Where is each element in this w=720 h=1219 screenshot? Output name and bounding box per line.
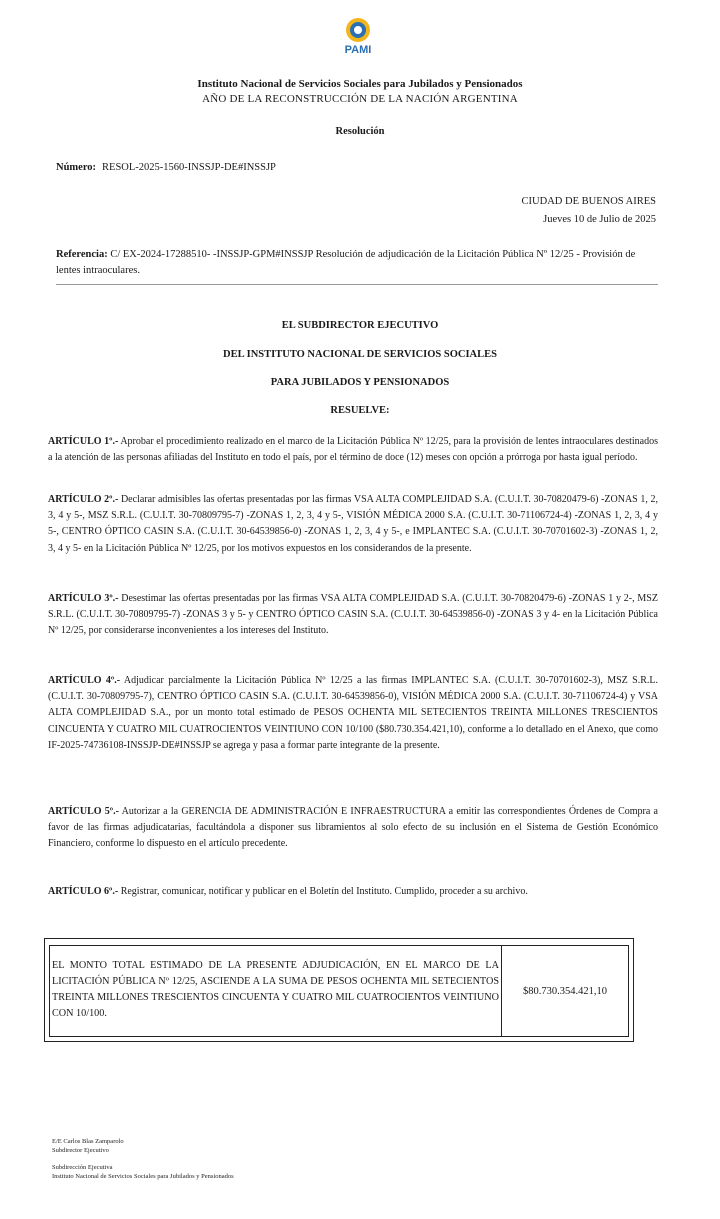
summary-table <box>44 938 634 1042</box>
article-label: ARTÍCULO 4º.- <box>48 675 121 686</box>
heading-resuelve: RESUELVE: <box>330 405 390 416</box>
signer-office: Subdirección Ejecutiva <box>52 1164 113 1171</box>
summary-amount-cell <box>502 946 628 1036</box>
article-3 <box>48 591 658 640</box>
signer-institution: Instituto Nacional de Servicios Sociales para Jubilados y Pensionados <box>52 1173 234 1180</box>
article-text: Registrar, comunicar, notificar y publicar en el Boletín del Instituto. Cumplido, proceder a su archivo. <box>118 886 528 897</box>
numero-value: RESOL-2025-1560-INSSJP-DE#INSSJP <box>102 162 276 173</box>
article-text: Adjudicar parcialmente la Licitación Pública Nº 12/25 a las firmas IMPLANTEC S.A. (C.U.I.T. 30-70701602-3), MSZ S.R.L. (C.U.I.T. 30-70809795-7), CENTRO ÓPTICO CASIN S.A. (C.U.I.T. 30-64539856-0), VISIÓN MÉDICA 2000 S.A. (C.U.I.T. 30-71106724-4) y VSA ALTA COMPLEJIDAD S.A., por un monto total estimado de PESOS OCHENTA MIL SETECIENTOS TREINTA MILLONES TRESCIENTOS CINCUENTA Y CUATRO MIL CUATROCIENTOS VEINTIUNO CON 10/100 ($80.730.354.421,10), conforme a lo detallado en el Anexo, que como IF-2025-74736108-INSSJP-DE#INSSJP se agrega y pasa a formar parte integrante de la presente. <box>48 675 658 751</box>
city: CIUDAD DE BUENOS AIRES <box>521 196 656 207</box>
signer-name: E/E Carlos Blas Zamparolo <box>52 1138 124 1145</box>
article-text: Aprobar el procedimiento realizado en el marco de la Licitación Pública Nº 12/25, para la provisión de lentes intraoculares destinados a la atención de las personas afiliadas del Instituto en todo el país, por el término de doce (12) meses con opción a prórroga por hasta igual período. <box>48 436 658 464</box>
heading-line-1: EL SUBDIRECTOR EJECUTIVO <box>281 320 439 331</box>
article-label: ARTÍCULO 3º.- <box>48 593 119 604</box>
document-type: Resolución <box>335 126 385 137</box>
referencia-value: C/ EX-2024-17288510- -INSSJP-GPM#INSSJP Resolución de adjudicación de la Licitación Pública Nº 12/25 - Provisión de lentes intraoculares. <box>56 249 636 276</box>
reference <box>56 247 658 279</box>
article-2 <box>48 492 658 557</box>
divider <box>56 284 658 285</box>
summary-table-inner <box>49 945 629 1037</box>
numero-label: Número: <box>56 162 97 173</box>
summary-amount: $80.730.354.421,10 <box>523 985 607 997</box>
summary-text-cell: EL MONTO TOTAL ESTIMADO DE LA PRESENTE ADJUDICACIÓN, EN EL MARCO DE LA LICITACIÓN PÚBLICA Nº 12/25, ASCIENDE A LA SUMA DE PESOS OCHENTA MIL SETECIENTOS TREINTA MILLONES TRESCIENTOS CINCUENTA Y CUATRO MIL CUATROCIENTOS VEINTIUNO CON 10/100. <box>50 946 502 1036</box>
signature-office <box>52 1163 234 1181</box>
article-label: ARTÍCULO 6º.- <box>48 886 119 897</box>
article-5 <box>48 804 658 853</box>
article-text: Autorizar a la GERENCIA DE ADMINISTRACIÓN E INFRAESTRUCTURA a emitir las correspondientes Órdenes de Compra a favor de las firmas adjudicatarias, facultándola a disponer sus libramientos al solo efecto de su inclusión en el Sistema de Gestión Económico Financiero, conforme lo dispuesto en el artículo precedente. <box>48 806 658 850</box>
article-1 <box>48 434 658 466</box>
article-label: ARTÍCULO 1º.- <box>48 436 119 447</box>
heading-line-3: PARA JUBILADOS Y PENSIONADOS <box>270 377 450 388</box>
article-6 <box>48 884 658 900</box>
heading-line-2: DEL INSTITUTO NACIONAL DE SERVICIOS SOCIALES <box>223 349 497 360</box>
article-label: ARTÍCULO 5º.- <box>48 806 119 817</box>
date: Jueves 10 de Julio de 2025 <box>543 214 656 225</box>
signature-block <box>52 1137 124 1155</box>
signer-role: Subdirector Ejecutivo <box>52 1147 109 1154</box>
institution-name: Instituto Nacional de Servicios Sociales para Jubilados y Pensionados <box>197 78 523 90</box>
article-text: Declarar admisibles las ofertas presentadas por las firmas VSA ALTA COMPLEJIDAD S.A. (C.U.I.T. 30-70820479-6) -ZONAS 1, 2, 3, 4 y 5-, MSZ S.R.L. (C.U.I.T. 30-70809795-7) -ZONAS 1, 2, 3, 4 y 5-, VISIÓN MÉDICA 2000 S.A. (C.U.I.T. 30-71106724-4) -ZONAS 1, 2, 3, 4 y 5-, CENTRO ÓPTICO CASIN S.A. (C.U.I.T. 30-64539856-0) -ZONAS 1, 2, 3, 4 y 5-, e IMPLANTEC S.A. (C.U.I.T. 30-70701602-3) -ZONAS 1, 2, 3, 4 y 5- en la Licitación Pública Nº 12/25, por los motivos expuestos en los considerandos de la presente. <box>48 494 658 554</box>
article-4 <box>48 673 658 754</box>
referencia-label: Referencia: <box>56 249 108 260</box>
article-label: ARTÍCULO 2º.- <box>48 494 119 505</box>
resolution-number <box>56 162 276 173</box>
article-text: Desestimar las ofertas presentadas por las firmas VSA ALTA COMPLEJIDAD S.A. (C.U.I.T. 30-70820479-6) -ZONAS 1 y 2-, MSZ S.R.L. (C.U.I.T. 30-70809795-7) -ZONAS 3 y 5- y CENTRO ÓPTICO CASIN S.A. (C.U.I.T. 30-64539856-0) -ZONAS 3 y 4- en la Licitación Pública Nº 12/25, por considerarse inconvenientes a los intereses del Instituto. <box>48 593 658 637</box>
logo-text: PAMI <box>344 44 372 56</box>
year-motto: AÑO DE LA RECONSTRUCCIÓN DE LA NACIÓN ARGENTINA <box>202 93 518 105</box>
